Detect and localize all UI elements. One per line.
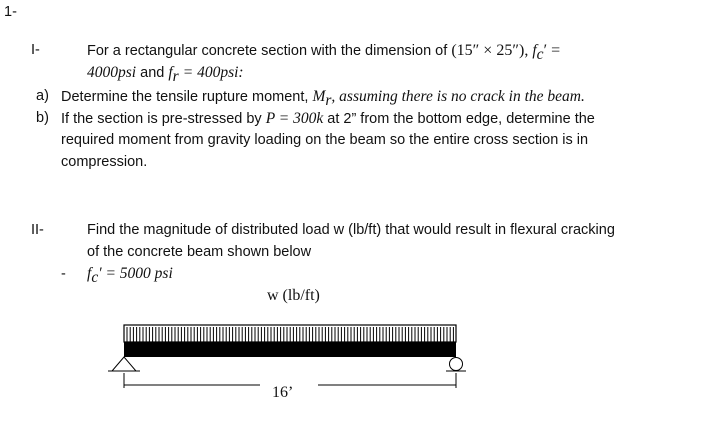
load-label: w (lb/ft) — [267, 287, 320, 304]
item-a-math-rest: , assuming there is no crack in the beam. — [331, 88, 585, 105]
part1-fc-sub: c — [536, 45, 544, 63]
problem-number: 1- — [4, 4, 17, 20]
part1-label: I- — [31, 42, 40, 58]
part2-bullet: - — [61, 266, 66, 282]
item-b-line3: compression. — [61, 154, 148, 170]
item-b-text1: If the section is pre-stressed by — [61, 111, 262, 127]
item-b-label: b) — [36, 110, 49, 126]
part2-line2: of the concrete beam shown below — [87, 244, 312, 260]
item-a-label: a) — [36, 88, 49, 104]
span-label: 16’ — [272, 384, 294, 401]
part1-fr-sub: r — [172, 67, 179, 85]
part1-text-prefix: For a rectangular concrete section with the dimension of — [87, 43, 448, 59]
part2-line1: Find the magnitude of distributed load w (lb/ft) that would result in flexural cracking — [87, 222, 615, 238]
part1-dims: (15″ × 25″), — [451, 42, 529, 59]
part1-fc-value: 4000psi — [87, 64, 137, 81]
roller-support-right — [450, 358, 463, 371]
item-a-math-m: M — [312, 88, 326, 105]
part2-label: II- — [31, 222, 44, 238]
part2-fc-symbol: f — [87, 265, 92, 282]
part2-fc-value: ′ = 5000 psi — [98, 265, 173, 282]
part1-fc-symbol: f — [532, 42, 537, 59]
item-b-text1-end: at 2” from the bottom edge, determine the — [327, 111, 595, 127]
part1-fr-symbol: f — [168, 64, 173, 81]
part1-fc-eq: ′ = — [543, 42, 561, 59]
item-b-math: P = 300k — [265, 110, 324, 127]
part1-and: and — [140, 65, 165, 81]
part2-fc-sub: c — [91, 268, 99, 286]
item-b-line2: required moment from gravity loading on the beam so the entire cross section is in — [61, 132, 589, 148]
part1-fr-value: = 400psi: — [182, 64, 244, 81]
beam-body — [124, 342, 456, 357]
pin-support-left — [112, 357, 136, 371]
item-a-math-sub: r — [325, 91, 332, 109]
item-a-prefix: Determine the tensile rupture moment, — [61, 89, 309, 105]
